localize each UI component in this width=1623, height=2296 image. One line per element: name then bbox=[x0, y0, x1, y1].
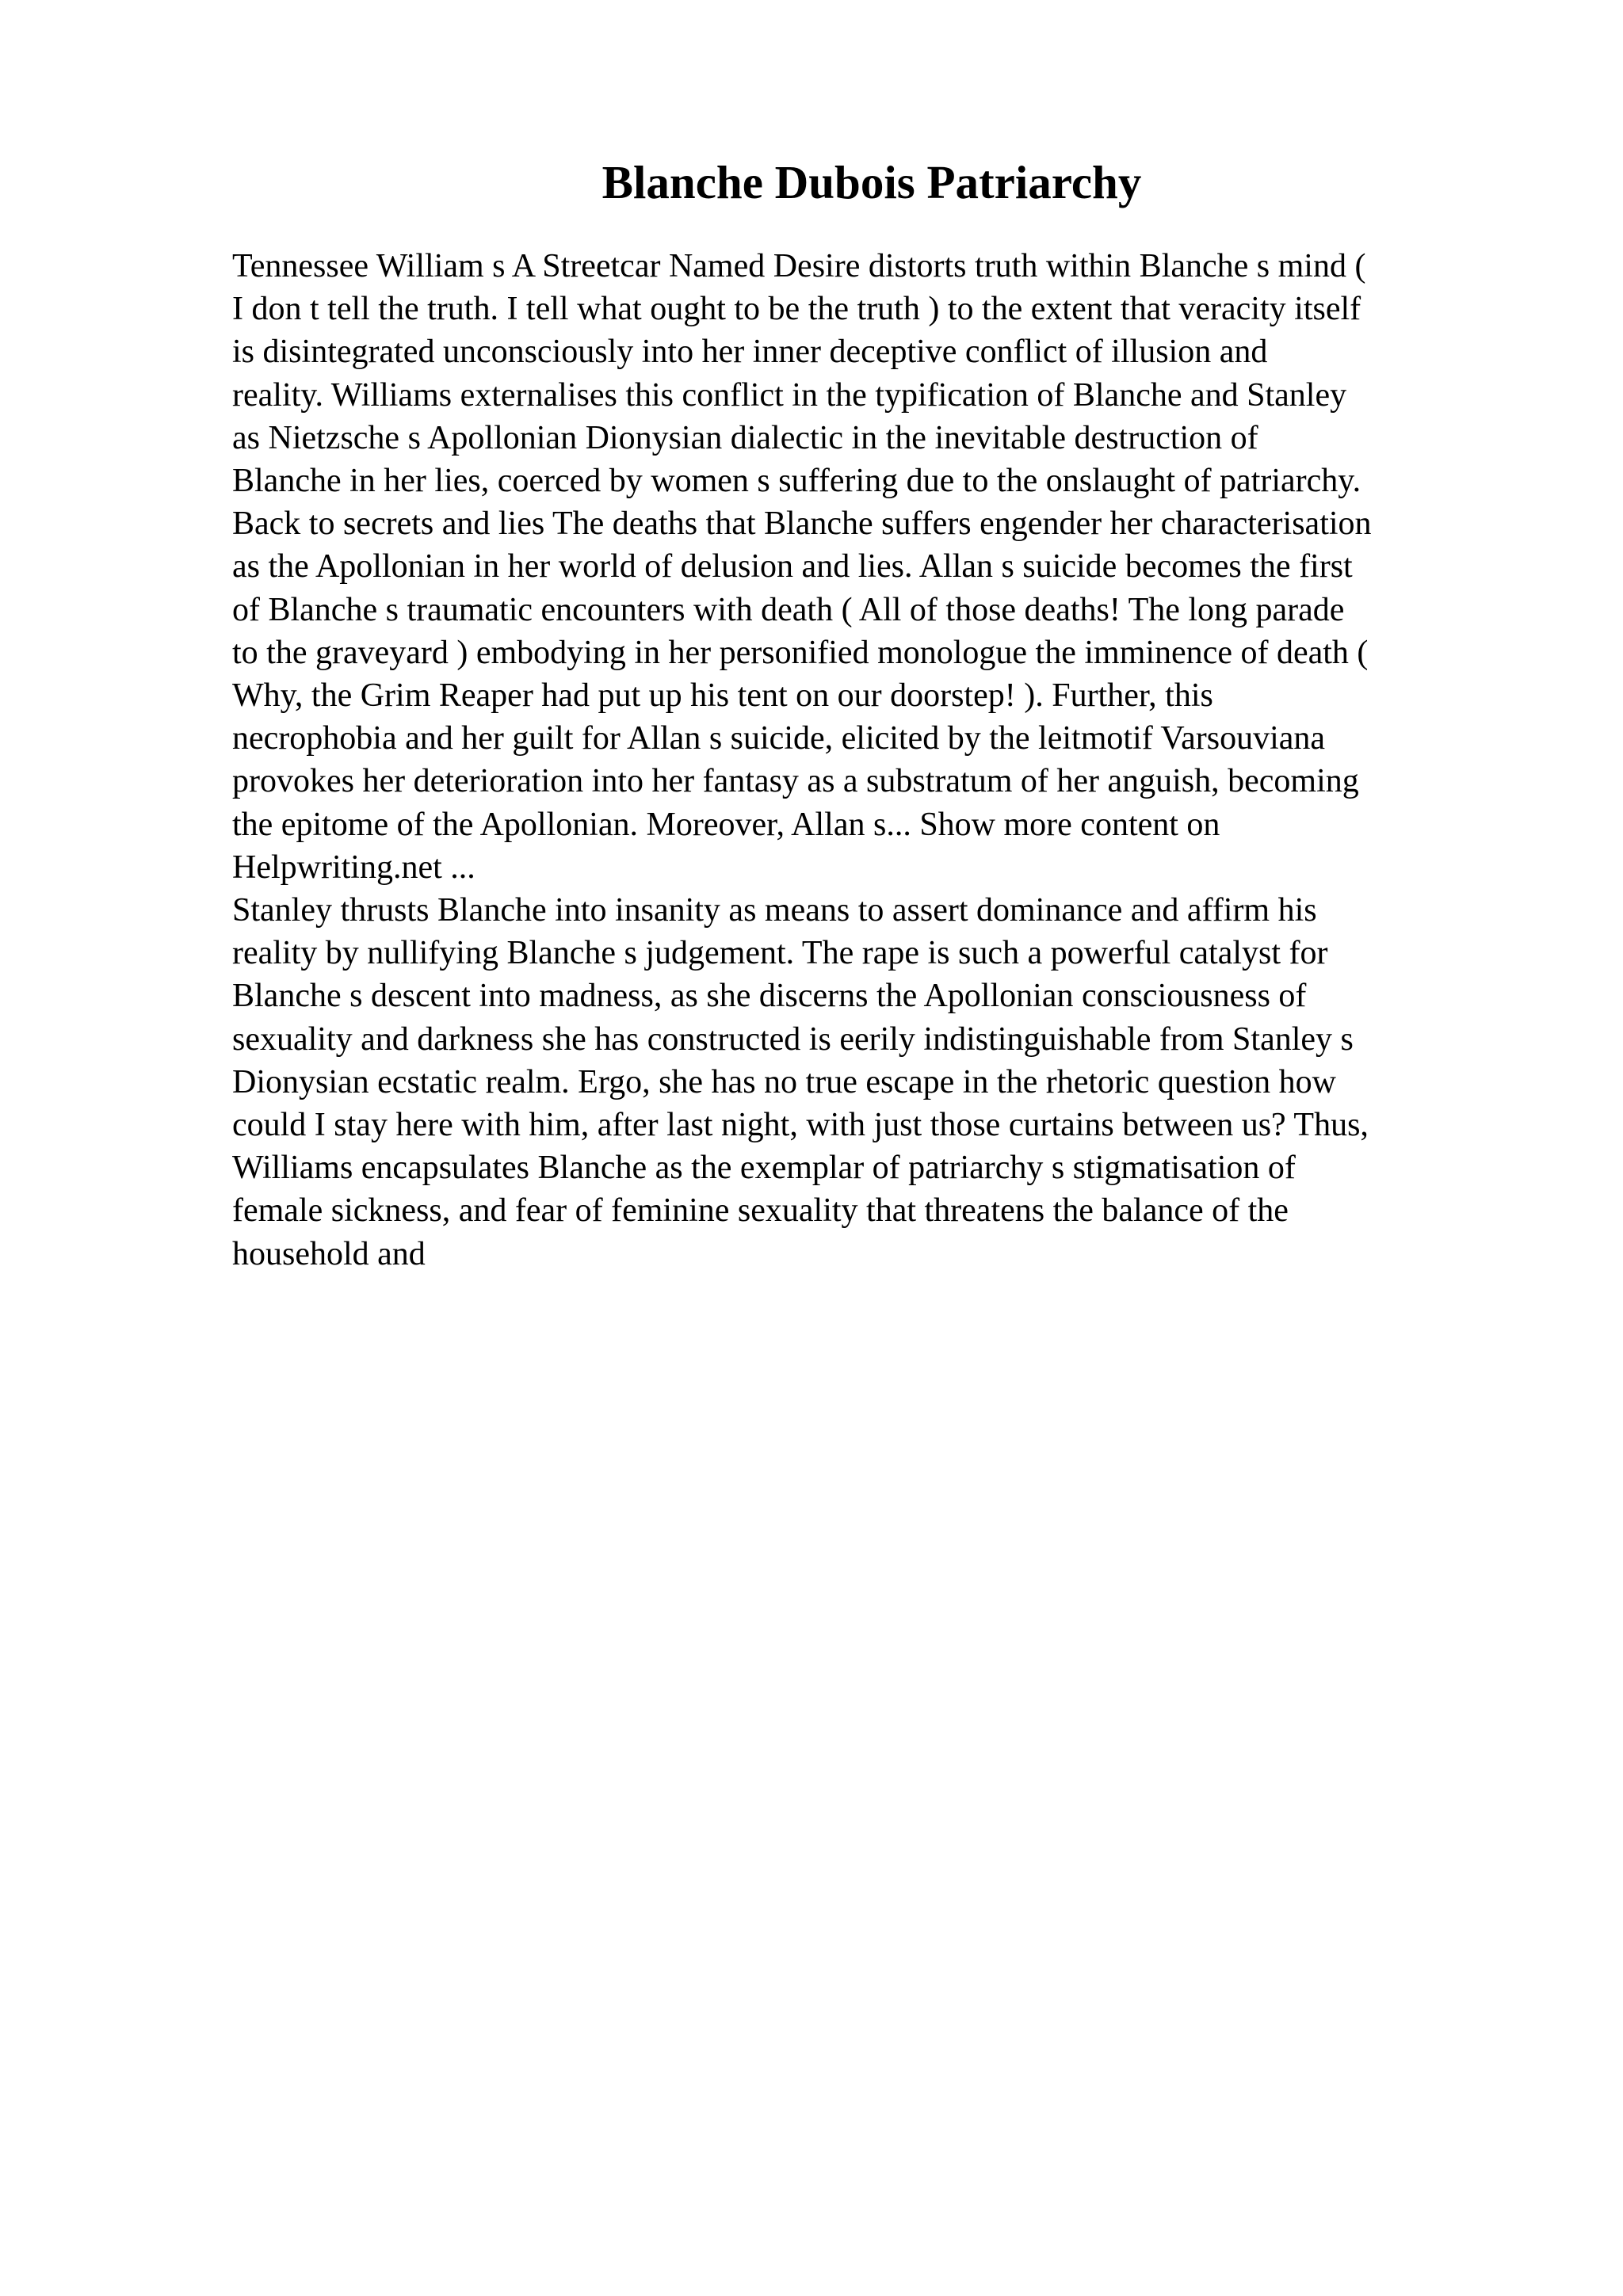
text-line: I don t tell the truth. I tell what ought to be the truth ) to the extent that veracity itself bbox=[232, 291, 1361, 328]
text-line: Tennessee William s A Streetcar Named Desire distorts truth within Blanche s mind ( bbox=[232, 248, 1366, 284]
text-line: household and bbox=[232, 1235, 426, 1272]
text-line: to the graveyard ) embodying in her personified monologue the imminence of death ( bbox=[232, 634, 1369, 671]
text-line: the epitome of the Apollonian. Moreover, Allan s... Show more content on bbox=[232, 806, 1220, 843]
page-title: Blanche Dubois Patriarchy bbox=[601, 156, 1142, 208]
text-line: could I stay here with him, after last night, with just those curtains between us? Thus, bbox=[232, 1107, 1369, 1144]
text-line: is disintegrated unconsciously into her inner deceptive conflict of illusion and bbox=[232, 334, 1268, 371]
text-line: Williams encapsulates Blanche as the exemplar of patriarchy s stigmatisation of bbox=[232, 1150, 1296, 1187]
text-line: female sickness, and fear of feminine sexuality that threatens the balance of the bbox=[232, 1192, 1289, 1230]
text-line: provokes her deterioration into her fantasy as a substratum of her anguish, becoming bbox=[232, 763, 1359, 800]
text-line: Dionysian ecstatic realm. Ergo, she has no true escape in the rhetoric question how bbox=[232, 1063, 1336, 1100]
text-line: necrophobia and her guilt for Allan s suicide, elicited by the leitmotif Varsouviana bbox=[232, 720, 1326, 757]
text-line: Back to secrets and lies The deaths that Blanche suffers engender her characterisation bbox=[232, 505, 1372, 543]
text-line: sexuality and darkness she has constructed is eerily indistinguishable from Stanley s bbox=[232, 1020, 1354, 1058]
text-line: Why, the Grim Reaper had put up his tent on our doorstep! ). Further, this bbox=[232, 677, 1213, 715]
text-line: reality. Williams externalises this conflict in the typification of Blanche and Stanley bbox=[232, 376, 1347, 414]
body-text bbox=[232, 245, 1516, 1276]
text-line: of Blanche s traumatic encounters with death ( All of those deaths! The long parade bbox=[232, 591, 1345, 628]
text-line: reality by nullifying Blanche s judgement. The rape is such a powerful catalyst for bbox=[232, 935, 1328, 972]
text-line: Helpwriting.net ... bbox=[232, 849, 475, 886]
text-line: as Nietzsche s Apollonian Dionysian dialectic in the inevitable destruction of bbox=[232, 419, 1258, 456]
text-line: as the Apollonian in her world of delusion and lies. Allan s suicide becomes the first bbox=[232, 548, 1353, 585]
text-line: Blanche in her lies, coerced by women s suffering due to the onslaught of patriarchy. bbox=[232, 463, 1361, 500]
text-line: Blanche s descent into madness, as she discerns the Apollonian consciousness of bbox=[232, 978, 1307, 1015]
text-line: Stanley thrusts Blanche into insanity as means to assert dominance and affirm his bbox=[232, 892, 1317, 929]
